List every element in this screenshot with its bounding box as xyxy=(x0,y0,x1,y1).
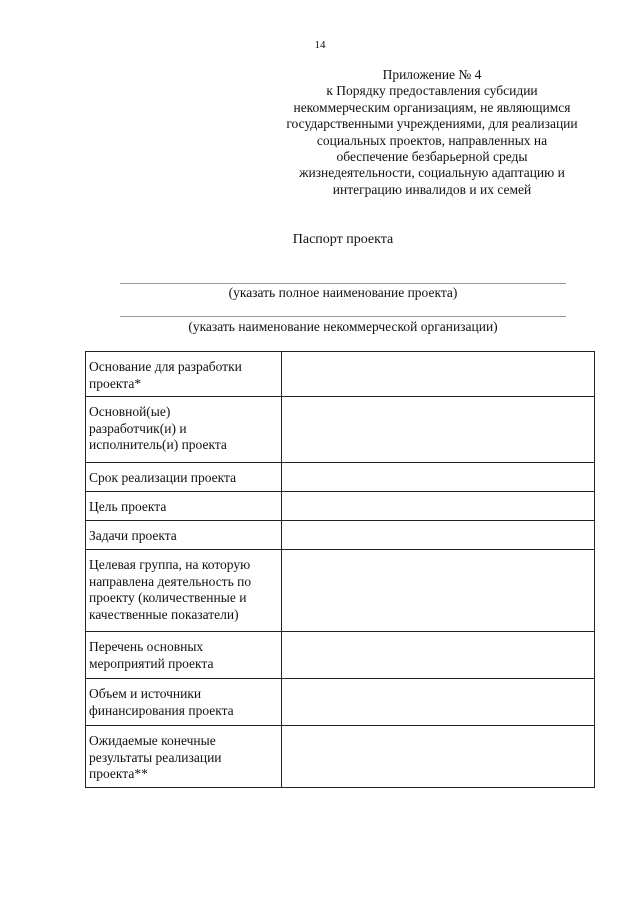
row-label-line: Цель проекта xyxy=(89,499,167,514)
table-row xyxy=(86,632,595,679)
row-label-line: Ожидаемые конечные xyxy=(89,733,216,748)
row-label-line: Задачи проекта xyxy=(89,528,177,543)
row-value-cell[interactable] xyxy=(281,397,594,463)
project-name-hint: (указать полное наименование проекта) xyxy=(228,285,458,300)
appendix-header xyxy=(262,67,602,198)
table-row xyxy=(86,492,595,521)
organization-name-line xyxy=(120,316,566,317)
table-row xyxy=(86,463,595,492)
appendix-line: обеспечение безбарьерной среды xyxy=(336,149,528,165)
row-value-cell[interactable] xyxy=(281,492,594,521)
appendix-line: к Порядку предоставления субсидии xyxy=(326,83,538,99)
row-label-line: результаты реализации xyxy=(89,749,222,765)
appendix-line: интеграцию инвалидов и их семей xyxy=(332,181,532,197)
row-label-line: Перечень основных xyxy=(89,639,204,654)
row-label-cell xyxy=(86,397,282,463)
row-label-cell xyxy=(86,352,282,397)
row-label-line: проекта** xyxy=(89,766,148,781)
row-label-line: Объем и источники xyxy=(89,686,202,701)
row-label-line: исполнитель(и) проекта xyxy=(89,437,227,452)
row-label-line: Целевая группа, на которую xyxy=(89,557,251,572)
table-row xyxy=(86,397,595,463)
organization-name-hint: (указать наименование некоммерческой организации) xyxy=(188,319,498,334)
row-value-cell[interactable] xyxy=(281,679,594,726)
row-label-cell xyxy=(86,521,282,550)
row-label-line: Основной(ые) xyxy=(89,404,171,419)
appendix-line: социальных проектов, направленных на xyxy=(316,132,548,148)
table-row xyxy=(86,521,595,550)
row-label-line: разработчик(и) и xyxy=(89,420,187,436)
table-row xyxy=(86,726,595,788)
row-label-cell xyxy=(86,463,282,492)
row-label-cell xyxy=(86,679,282,726)
table-row xyxy=(86,550,595,632)
appendix-line: некоммерческим организациям, не являющимся xyxy=(293,99,571,115)
passport-table xyxy=(85,351,595,788)
row-value-cell[interactable] xyxy=(281,550,594,632)
row-value-cell[interactable] xyxy=(281,632,594,679)
row-label-line: финансирования проекта xyxy=(89,702,234,718)
row-label-line: качественные показатели) xyxy=(89,606,239,622)
row-value-cell[interactable] xyxy=(281,726,594,788)
table-row xyxy=(86,679,595,726)
row-label-cell xyxy=(86,726,282,788)
table-row xyxy=(86,352,595,397)
appendix-line: Приложение № 4 xyxy=(382,67,482,82)
row-label-line: Основание для разработки xyxy=(89,359,242,374)
row-value-cell[interactable] xyxy=(281,352,594,397)
row-label-line: мероприятий проекта xyxy=(89,655,214,671)
project-name-line xyxy=(120,283,566,284)
appendix-line: жизнедеятельности, социальную адаптацию и xyxy=(299,165,565,181)
row-label-line: проекту (количественные и xyxy=(89,590,247,605)
passport-title: Паспорт проекта xyxy=(292,232,394,247)
row-label-line: проекта* xyxy=(89,375,142,391)
row-label-cell xyxy=(86,632,282,679)
row-label-line: Срок реализации проекта xyxy=(89,470,237,485)
row-label-line: направлена деятельность по xyxy=(89,573,252,589)
row-value-cell[interactable] xyxy=(281,521,594,550)
row-value-cell[interactable] xyxy=(281,463,594,492)
row-label-cell xyxy=(86,550,282,632)
row-label-cell xyxy=(86,492,282,521)
page-number: 14 xyxy=(314,39,326,51)
appendix-line: государственными учреждениями, для реализации xyxy=(286,116,578,132)
